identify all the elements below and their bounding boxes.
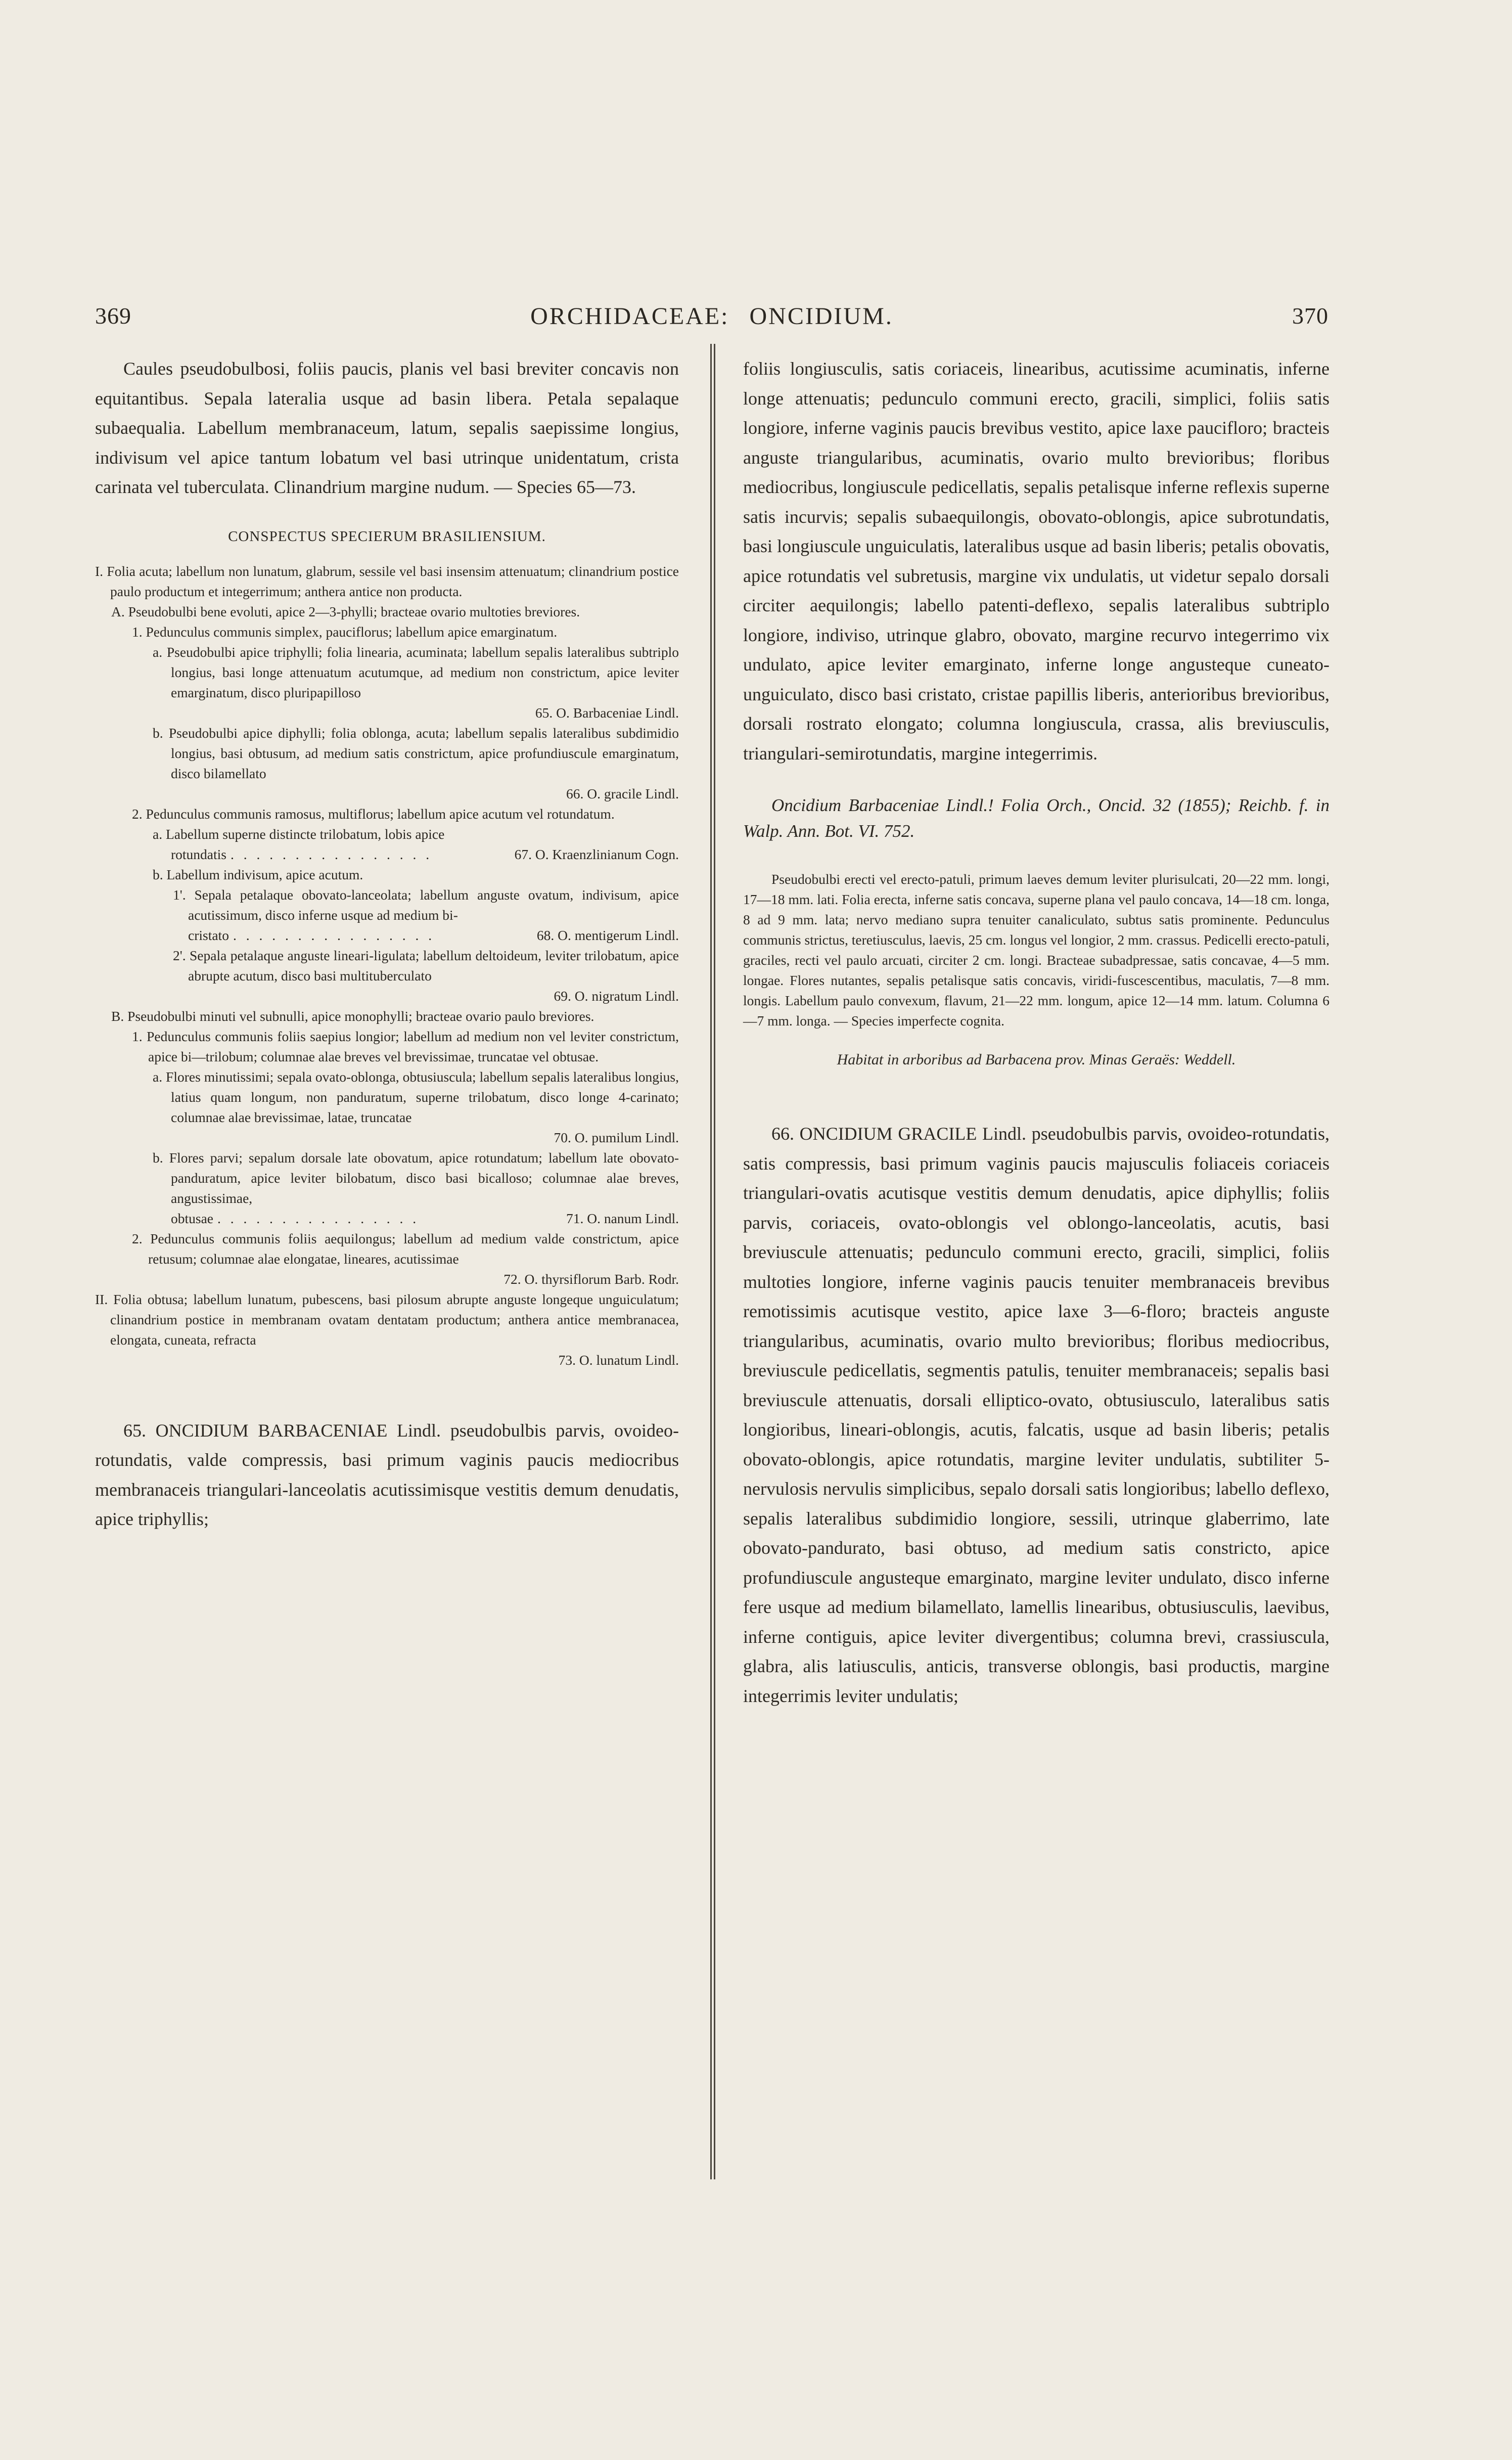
key-lead-II: II. Folia obtusa; labellum lunatum, pubescens, basi pilosum abrupte anguste longeque unguiculatum; clinandrium postice in membranam ovatam dentatam productum; anthera antice membranacea, elongata, cuneata, refracta (95, 1291, 679, 1348)
key-lead-B1: 1. Pedunculus communis foliis saepius longior; labellum ad medium non vel leviter constrictum, apice bi—trilobum; columnae alae breves vel brevissimae, truncatae vel obtusae. (132, 1028, 679, 1064)
key-lead-A2b: b. Labellum indivisum, apice acutum. (153, 866, 363, 882)
running-title (95, 302, 1328, 330)
key-species-ref-73: 73. O. lunatum Lindl. (558, 1352, 679, 1368)
key-species-ref-68: 68. O. mentigerum Lindl. (536, 927, 679, 943)
species-65-citation: Oncidium Barbaceniae Lindl.! Folia Orch., Oncid. 32 (1855); Reichb. f. in Walp. Ann. Bot. VI. 752. (743, 795, 1330, 841)
key-lead-A1a: a. Pseudobulbi apice triphylli; folia linearia, acuminata; labellum sepalis lateralibus subtriplo longius, basi longe attenuatum acutumque, ad medium non constrictum, apice leviter emarginatum, disco pluripapilloso (153, 644, 679, 700)
column-divider-line (710, 344, 712, 2179)
key-leader-line-68 (95, 925, 679, 946)
key-lead-I: I. Folia acuta; labellum non lunatum, glabrum, sessile vel basi insensim attenuatum; clinandrium postice paulo productum et integerrimum; anthera antice non producta. (95, 563, 679, 599)
key-species-ref-69: 69. O. nigratum Lindl. (554, 988, 679, 1004)
key-leader-line-71 (95, 1209, 679, 1229)
page-number-left: 369 (95, 303, 131, 329)
dot-leader: . . . . . . . . . . . . . . . . (231, 846, 433, 862)
key-lead-A2b2: 2'. Sepala petalaque anguste lineari-ligulata; labellum deltoideum, leviter trilobatum, apice abrupte acutum, disco basi multituberculato (173, 947, 679, 983)
species-65-diagnosis-start: 65. ONCIDIUM BARBACENIAE Lindl. pseudobulbis parvis, ovoideo-rotundatis, valde compressis, basi primum vaginis paucis mediocribus membranaceis triangulari-lanceolatis acutissimisque vestitis demum denudatis, apice triphyllis; (95, 1420, 679, 1529)
key-lead-tail: rotundatis (171, 846, 226, 862)
key-species-ref-70: 70. O. pumilum Lindl. (554, 1129, 679, 1145)
species-66-diagnosis: 66. ONCIDIUM GRACILE Lindl. pseudobulbis parvis, ovoideo-rotundatis, satis compressis, basi primum vaginis paucis majusculis foliaceis coriaceis triangulari-ovatis acutisque vestitis demum denudatis, apice diphyllis; foliis parvis, coriaceis, ovato-oblongis vel oblongo-lanceolatis, acutis, basi breviuscule attenuatis; pedunculo communi erecto, gracili, simplici, foliis multoties longiore, inferne vaginis paucis tenuiter membranaceis brevibus remotissimis acutisque vestito, apice laxe 3—6-floro; bracteis anguste triangularibus, acuminatis, ovario multo brevioribus; floribus mediocribus, breviuscule pedicellatis, segmentis patulis, tenuiter membranaceis; sepalis basi breviuscule attenuatis, dorsali elliptico-ovato, obtusiusculo, lateralibus satis longioribus, lineari-oblongis, acutis, falcatis, usque ad basin liberis; petalis obovato-oblongis, apice rotundatis, margine leviter undulatis, subtiliter 5-nervulosis nervulis simplicibus, sepalo dorsali satis longioribus; labello deflexo, sepalis lateralibus subdimidio longiore, sessili, utrinque glaberrimo, late obovato-pandurato, basi obtuso, ad medium satis constricto, apice profundiuscule angusteque emarginato, margine leviter undulato, disco inferne fere usque ad medium bilamellato, lamellis linearibus, obtusiusculis, laevibus, inferne contiguis, apice leviter divergentibus; columna brevi, crassiuscula, glabra, alis latiusculis, anticis, transverse oblongis, basi productis, margine integerrimis leviter undulatis; (743, 1124, 1330, 1706)
species-65-habitat: Habitat in arboribus ad Barbacena prov. Minas Geraës: Weddell. (837, 1051, 1236, 1068)
key-lead-A: A. Pseudobulbi bene evoluti, apice 2—3-phylli; bracteae ovario multoties breviores. (111, 603, 580, 619)
key-lead-B1b: b. Flores parvi; sepalum dorsale late obovatum, apice rotundatum; labellum late obovato-panduratum, apice leviter bilobatum, disco basi bicalloso; columnae alae breves, angustissimae, (153, 1149, 679, 1206)
key-lead-B1a: a. Flores minutissimi; sepala ovato-oblonga, obtusiuscula; labellum sepalis lateralibus longius, latius quam longum, non panduratum, superne trilobatum, disco longe 4-carinato; columnae alae brevissimae, latae, truncatae (153, 1068, 679, 1125)
column-divider-line (714, 344, 715, 2179)
dot-leader: . . . . . . . . . . . . . . . . (217, 1210, 420, 1226)
genus-section-intro: Caules pseudobulbosi, foliis paucis, planis vel basi breviter concavis non equitantibus. Sepala lateralia usque ad basin libera. Petala sepalaque subaequalia. Labellum membranaceum, latum, sepalis saepissime longius, indivisum vel apice tantum lobatum vel basi utrinque unidentatum, crista carinata vel tuberculata. Clinandrium margine nudum. — Species 65—73. (95, 359, 679, 497)
key-lead-tail: cristato (188, 927, 229, 943)
key-lead-A2: 2. Pedunculus communis ramosus, multiflorus; labellum apice acutum vel rotundatum. (132, 806, 615, 822)
key-species-ref-65: 65. O. Barbaceniae Lindl. (535, 704, 679, 721)
key-species-ref-71: 71. O. nanum Lindl. (566, 1210, 679, 1226)
key-lead-A1: 1. Pedunculus communis simplex, pauciflorus; labellum apice emarginatum. (132, 623, 558, 640)
key-lead-A2b1: 1'. Sepala petalaque obovato-lanceolata; labellum anguste ovatum, indivisum, apice acutissimum, disco inferne usque ad medium bi- (173, 886, 679, 923)
species-65-diagnosis-continued: foliis longiusculis, satis coriaceis, linearibus, acutissime acuminatis, inferne longe attenuatis; pedunculo communi erecto, gracili, simplici, foliis satis longiore, inferne vaginis paucis brevibus vestito, apice laxe paucifloro; bracteis anguste triangularibus, acuminatis, ovario multo brevioribus; floribus mediocribus, longiuscule pedicellatis, sepalis petalisque inferne reflexis superne satis incurvis; sepalis subaequilongis, obovato-oblongis, apice subrotundatis, basi longiuscule unguiculatis, lateralibus usque ad basin liberis; petalis obovatis, apice rotundatis vel subretusis, margine vix undulatis, ut videtur sepalo dorsali circiter aequilongis; labello patenti-deflexo, sepalis lateralibus subtriplo longiore, indiviso, utrinque glabro, obovato, margine recurvo integerrimo vix undulato, apice leviter emarginato, inferne longe angusteque cuneato-unguiculato, disco basi cristato, cristae papillis liberis, anterioribus brevioribus, dorsali rostrato elongato; columna longiuscula, crassa, alis breviusculis, triangulari-semirotundatis, margine integerrimis. (743, 359, 1330, 764)
dot-leader: . . . . . . . . . . . . . . . . (233, 927, 435, 943)
page-number-right: 370 (1292, 303, 1328, 329)
species-65-description: Pseudobulbi erecti vel erecto-patuli, primum laeves demum leviter plurisulcati, 20—22 mm. longi, 17—18 mm. lati. Folia erecta, inferne satis concava, superne plana vel paulo concava, 14—18 cm. longa, 8 ad 9 mm. lata; nervo mediano supra tenuiter canaliculato, subtus satis prominente. Pedunculus communis strictus, teretiusculus, laevis, 25 cm. longus vel longior, 2 mm. crassus. Pedicelli erecto-patuli, graciles, recti vel paulo arcuati, circiter 2 cm. longi. Bracteae subadpressae, satis concavae, 4—5 mm. longae. Flores nutantes, sepalis petalisque satis concavis, viridi-fuscescentibus, maculatis, 7—8 mm. longis. Labellum paulo convexum, flavum, 21—22 mm. longum, apice 12—14 mm. latum. Columna 6—7 mm. longa. — Species imperfecte cognita. (743, 871, 1330, 1028)
key-species-ref-66: 66. O. gracile Lindl. (566, 785, 679, 801)
conspectus-heading: CONSPECTUS SPECIERUM BRASILIENSIUM. (228, 528, 546, 545)
key-species-ref-67: 67. O. Kraenzlinianum Cogn. (514, 846, 679, 862)
species-key (95, 561, 679, 1370)
key-lead-tail: obtusae (171, 1210, 214, 1226)
running-title-family: ORCHIDACEAE: (530, 303, 729, 330)
key-leader-line-67 (95, 844, 679, 865)
left-column (95, 354, 679, 1534)
running-header (95, 302, 1328, 333)
key-lead-A2a: a. Labellum superne distincte trilobatum, lobis apice (153, 826, 445, 842)
running-title-genus: ONCIDIUM. (749, 303, 893, 330)
right-column (743, 354, 1330, 1711)
key-lead-B: B. Pseudobulbi minuti vel subnulli, apice monophylli; bracteae ovario paulo breviores. (111, 1008, 594, 1024)
key-lead-B2: 2. Pedunculus communis foliis aequilongus; labellum ad medium valde constrictum, apice retusum; columnae alae elongatae, lineares, acutissimae (132, 1230, 679, 1267)
key-lead-A1b: b. Pseudobulbi apice diphylli; folia oblonga, acuta; labellum sepalis lateralibus subdimidio longius, basi obtusum, ad medium satis constrictum, apice profundiuscule emarginatum, disco bilamellato (153, 725, 679, 781)
key-species-ref-72: 72. O. thyrsiflorum Barb. Rodr. (503, 1271, 679, 1287)
